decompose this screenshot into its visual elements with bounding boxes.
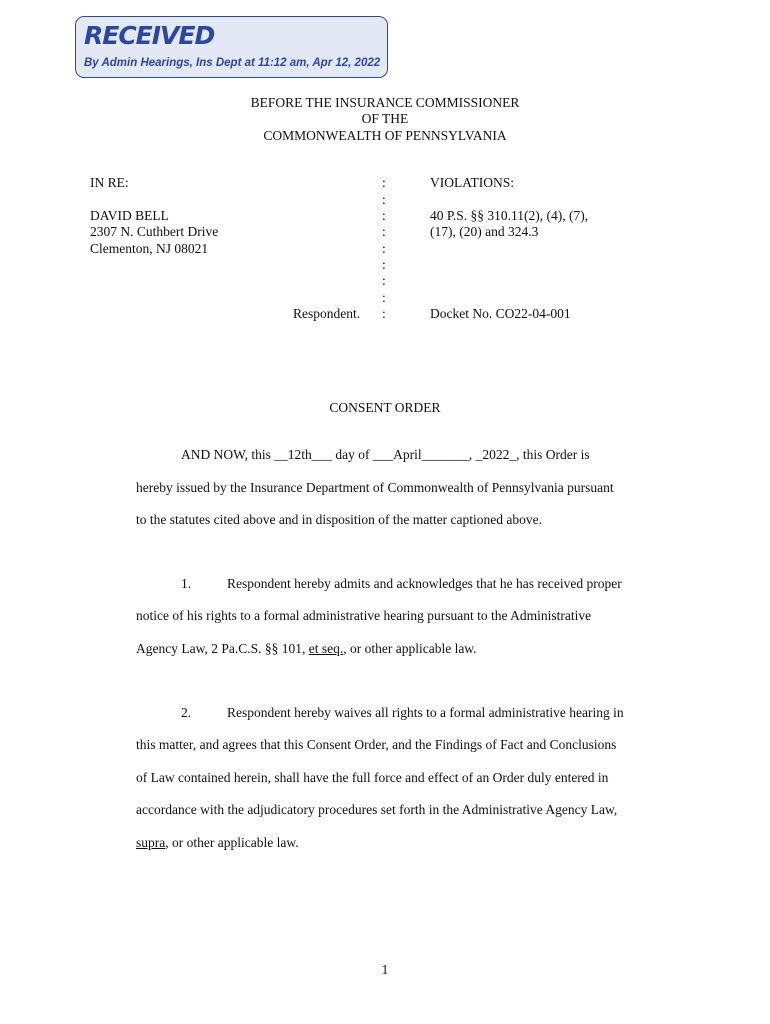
intro-text-d: , this Order is [516,447,590,462]
item-1-line-2: notice of his rights to a formal administrative hearing pursuant to the Administrative [136,608,592,623]
caption-colon: : [382,208,386,223]
item-2-number: 2. [181,705,192,720]
intro-day: __12th___ [274,447,333,462]
item-2-line-4: accordance with the adjudicatory procedures set forth in the Administrative Agency Law, [136,802,618,817]
stamp-subtitle: By Admin Hearings, Ins Dept at 11:12 am, Apr 12, 2022 [84,57,381,69]
intro-text-c: , [468,447,476,462]
caption-colon: : [382,306,386,321]
item-1-line-3-a: Agency Law, 2 Pa.C.S. §§ 101, [136,641,309,656]
header-line-3: COMMONWEALTH OF PENNSYLVANIA [263,128,507,143]
stamp-title: RECEIVED [84,21,215,50]
caption-colon: : [382,224,386,239]
item-2-line-5 [136,835,299,851]
intro-year: _2022_ [475,447,517,462]
document-title: CONSENT ORDER [329,400,441,415]
header-line-1: BEFORE THE INSURANCE COMMISSIONER [250,95,520,110]
item-1-line-3 [136,641,477,657]
intro-month: ___April_______ [372,447,469,462]
received-stamp [75,16,388,78]
item-2-supra: supra [136,835,166,850]
intro-line-3: to the statutes cited above and in disposition of the matter captioned above. [136,512,543,527]
caption-colon: : [382,241,386,256]
caption-address-2: Clementon, NJ 08021 [90,241,209,256]
item-2-line-3: of Law contained herein, shall have the full force and effect of an Order duly entered in [136,770,609,785]
item-1-number: 1. [181,576,192,591]
intro-text-b: day of [332,447,373,462]
caption-violations-line-1: 40 P.S. §§ 310.11(2), (4), (7), [430,208,589,223]
caption-colon: : [382,273,386,288]
caption-name: DAVID BELL [90,208,169,223]
caption-respondent: Respondent. [293,306,361,321]
caption-colon: : [382,175,386,190]
header-line-2: OF THE [361,111,409,126]
item-2-line-2: this matter, and agrees that this Consent Order, and the Findings of Fact and Conclusions [136,737,617,752]
item-1-line-1: Respondent hereby admits and acknowledges that he has received proper [227,576,622,591]
item-2-line-5-b: , or other applicable law. [165,835,299,850]
caption-colon: : [382,290,386,305]
intro-line-1 [181,447,590,463]
page-number: 1 [381,962,389,977]
item-1-line-3-b: , or other applicable law. [343,641,477,656]
item-1-et-seq: et seq. [308,641,344,656]
caption-address-1: 2307 N. Cuthbert Drive [90,224,219,239]
caption-colon: : [382,192,386,207]
caption-docket: Docket No. CO22-04-001 [430,306,571,321]
caption-colon: : [382,257,386,272]
caption-in-re: IN RE: [90,175,129,190]
caption-violations-line-2: (17), (20) and 324.3 [430,224,539,239]
intro-line-2: hereby issued by the Insurance Department of Commonwealth of Pennsylvania pursuant [136,480,614,495]
caption-violations-label: VIOLATIONS: [430,175,514,190]
item-2-line-1: Respondent hereby waives all rights to a formal administrative hearing in [227,705,624,720]
intro-text-a: AND NOW, this [181,447,275,462]
